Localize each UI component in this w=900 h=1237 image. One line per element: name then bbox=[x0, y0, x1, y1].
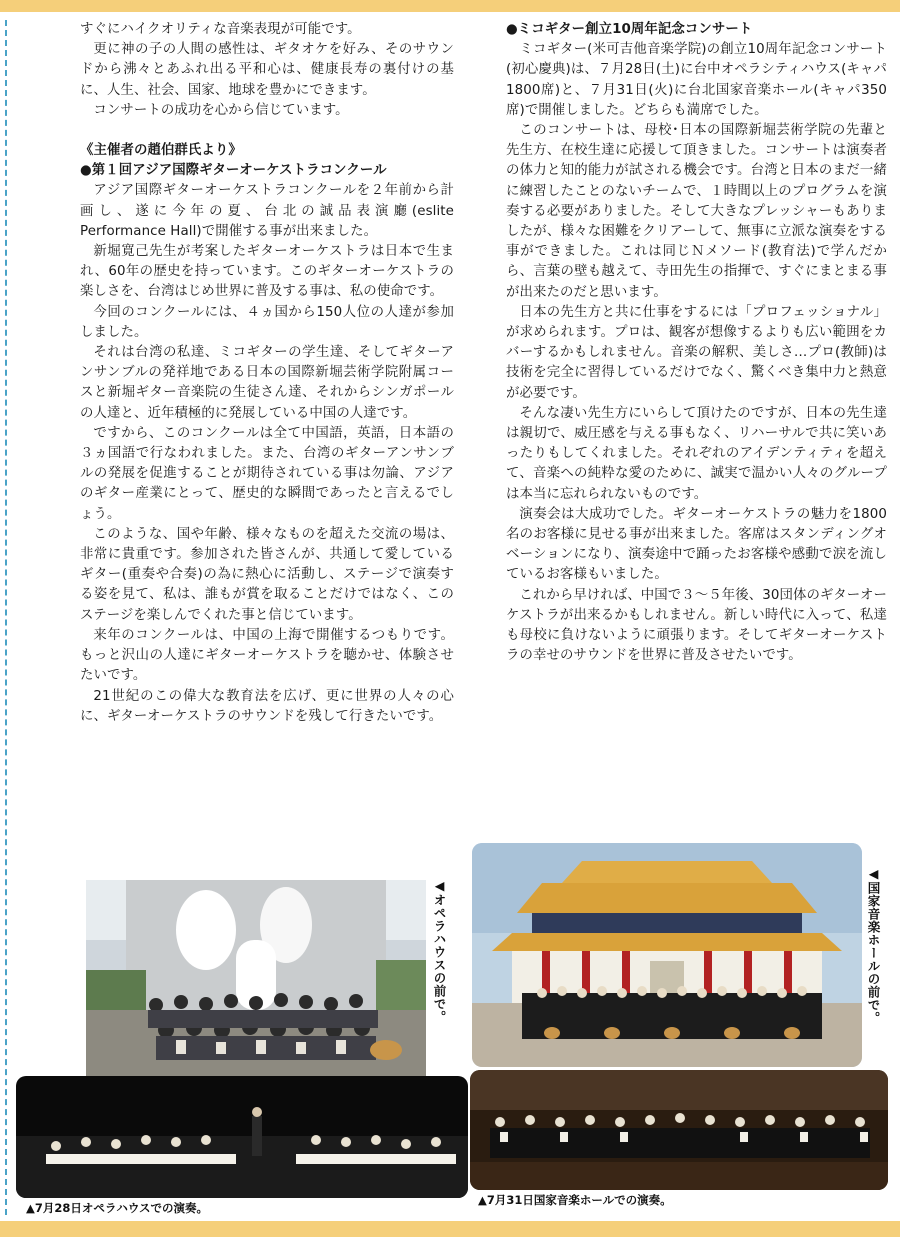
body-paragraph: それは台湾の私達、ミコギターの学生達、そしてギターアンサンブルの発祥地である日本の国際新堀芸術学院附属コースと新堀ギター音楽院の生徒さん達、それからシンガポールの人達と、近年積極的に発展している中国の人達です。 bbox=[80, 345, 454, 421]
intro-paragraph: 更に神の子の人間の感性は、ギタオケを好み、そのサウンドから沸々とあふれ出る平和心は、健康長寿の裏付けの基に、人生、社会、国家、地球を豊かにできます。 bbox=[80, 42, 454, 98]
body-paragraph: 今回のコンクールには、４ヵ国から150人位の人達が参加しました。 bbox=[80, 304, 454, 340]
body-paragraph: 21世紀のこの偉大な教育法を広げ、更に世界の人々の心に、ギターオーケストラのサウンドを残して行きたいです。 bbox=[80, 688, 454, 724]
concert-heading: ●ミコギター創立10周年記念コンサート bbox=[506, 22, 753, 37]
body-paragraph: 演奏会は大成功でした。ギターオーケストラの魅力を1800名のお客様に見せる事が出来ました。客席はスタンディングオベーションになり、演奏途中で踊ったお客様や感動で涙を流しているお客様もいました。 bbox=[506, 506, 887, 583]
body-paragraph: ですから、このコンクールは全て中国語，英語，日本語の３ヵ国語で行なわれました。また、台湾のギターアンサンブルの発展を促進することが期待されている事は勿論、アジアのギター産業にとって、歴史的な瞬間であったと言えるでしょう。 bbox=[80, 425, 454, 522]
left-dashed-border bbox=[5, 20, 7, 1215]
opera-house-stage-photo bbox=[16, 1076, 468, 1198]
body-paragraph: このような、国や年齢、様々なものを超えた交流の場は、非常に貴重です。参加された皆さんが、共通して愛しているギター(重奏や合奏)の為に熱心に活動し、ステージで演奏する姿を見て、私は、誰もが賞を取ることだけではなく、このステージを楽しんでくれた事と信じています。 bbox=[80, 526, 454, 623]
competition-heading: ●第１回アジア国際ギターオーケストラコンクール bbox=[80, 163, 387, 179]
hall-front-caption: ◀国家音楽ホールの前で。 bbox=[866, 866, 881, 1025]
right-column bbox=[506, 20, 887, 667]
opera-front-caption: ◀オペラハウスの前で。 bbox=[432, 878, 447, 1024]
concert-hall-group-photo bbox=[472, 843, 862, 1067]
body-paragraph: 来年のコンクールは、中国の上海で開催するつもりです。もっと沢山の人達にギターオーケストラを聴かせ、体験させたいです。 bbox=[80, 627, 454, 684]
left-column bbox=[80, 20, 454, 727]
intro-line: すぐにハイクオリティな音楽表現が可能です。 bbox=[80, 22, 361, 37]
body-paragraph: 新堀寛己先生が考案したギターオーケストラは日本で生まれ、60年の歴史を持っています。このギターオーケストラの楽しさを、台湾はじめ世界に普及する事は、私の使命です。 bbox=[80, 244, 454, 300]
body-paragraph: アジア国際ギターオーケストラコンクールを２年前から計画し、遂に今年の夏、台北の誠品表演廳(eslite Performance Hall)で開催する事が出来ました。 bbox=[80, 183, 454, 239]
body-paragraph: そんな凄い先生方にいらして頂けたのですが、日本の先生達は親切で、威圧感を与える事もなく、リハーサルで共に笑いあったりもしてくれました。それぞれのアイデンティティを超えて、音楽への純粋な愛のために、誠実で温かい人々のグループは本当に忘れられないものです。 bbox=[506, 405, 887, 502]
opera-house-group-photo bbox=[86, 880, 426, 1078]
intro-closing: コンサートの成功を心から信じています。 bbox=[93, 102, 349, 118]
organizer-heading: 《主催者の趙伯群氏より》 bbox=[80, 143, 242, 159]
hall-stage-caption: ▲7月31日国家音楽ホールでの演奏。 bbox=[478, 1193, 672, 1207]
body-paragraph: 日本の先生方と共に仕事をするには「プロフェッショナル」が求められます。プロは、観客が想像するよりも広い範囲をカバーするかもしれません。音楽の解釈、美しさ…プロ(教師)は技術を完全に習得しているだけでなく、驚くべき集中力と熱意が必要です。 bbox=[506, 304, 887, 401]
opera-stage-caption: ▲7月28日オペラハウスでの演奏。 bbox=[26, 1201, 209, 1215]
top-color-band bbox=[0, 0, 900, 12]
bottom-color-band bbox=[0, 1221, 900, 1237]
body-paragraph: ミコギター(米可吉他音楽学院)の創立10周年記念コンサート(初心慶典)は、７月28日(土)に台中オペラシティハウス(キャパ1800席)と、７月31日(火)に台北国家音楽ホール(キャパ350席)で開催しました。どちらも満席でした。 bbox=[506, 42, 887, 118]
body-paragraph: これから早ければ、中国で３～５年後、30団体のギターオーケストラが出来るかもしれません。新しい時代に入って、私達も母校に負けないように頑張ります。そしてギターオーケストラの幸せのサウンドを世界に普及させたいです。 bbox=[506, 587, 887, 664]
concert-hall-stage-photo bbox=[470, 1070, 888, 1190]
body-paragraph: このコンサートは、母校･日本の国際新堀芸術学院の先輩と先生方、在校生達に応援して頂きました。コンサートは演奏者の体力と知的能力が試される機会です。台湾と日本のまだ一緒に練習したことのないチームで、１時間以上のプログラムを演奏する必要がありました。そして大きなプレッシャーもありましたが、様々な困難をクリアーして、無事に立派な演奏をする事ができました。これは同じＮメソード(教育法)で学んだから、言葉の壁も越えて、寺田先生の指揮で、すぐにまとまる事が出来たのだと思います。 bbox=[506, 123, 887, 300]
